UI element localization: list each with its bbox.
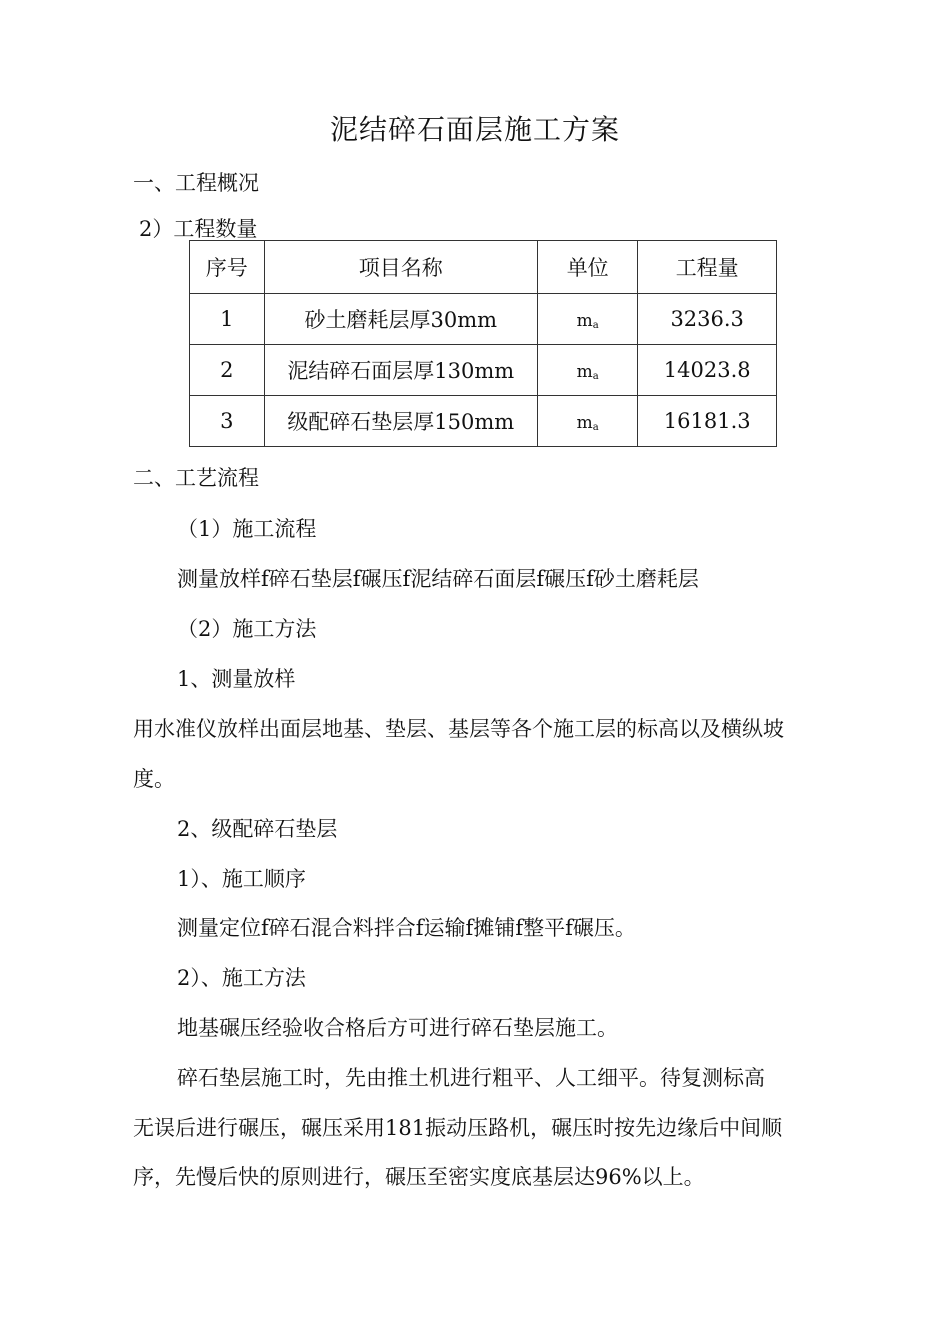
paragraph: 碎石垫层施工时，先由推土机进行粗平、人工细平。待复测标高	[177, 1066, 765, 1090]
column-header: 序号	[190, 241, 265, 294]
cell-name: 砂土磨耗层厚30mm	[264, 294, 537, 345]
cell-unit: $m_a$	[538, 345, 638, 396]
paragraph: 地基碾压经验收合格后方可进行碎石垫层施工。	[177, 1016, 618, 1040]
cell-no: 1	[190, 294, 265, 345]
section-heading-overview: 一、工程概况	[133, 171, 259, 195]
cell-unit: $m_a$	[538, 294, 638, 345]
document-title: 泥结碎石面层施工方案	[329, 113, 620, 146]
paragraph: 2、级配碎石垫层	[177, 817, 338, 841]
cell-no: 3	[190, 396, 265, 447]
table-header-row	[190, 241, 777, 294]
subheading-quantities: 2）工程数量	[139, 217, 258, 241]
column-header: 单位	[538, 241, 638, 294]
paragraph: 度。	[133, 767, 175, 791]
column-header: 工程量	[638, 241, 777, 294]
cell-qty: 14023.8	[638, 345, 777, 396]
section-heading-process: 二、工艺流程	[133, 466, 259, 490]
paragraph: 2）、施工方法	[177, 966, 306, 990]
paragraph: 测量定位f碎石混合料拌合f运输f摊铺f整平f碾压。	[177, 916, 636, 940]
paragraph: （1）施工流程	[177, 517, 317, 541]
cell-qty: 16181.3	[638, 396, 777, 447]
table-row	[190, 396, 777, 447]
paragraph: 用水准仪放样出面层地基、垫层、基层等各个施工层的标高以及横纵坡	[133, 717, 784, 741]
paragraph: 序，先慢后快的原则进行，碾压至密实度底基层达96%以上。	[133, 1165, 705, 1189]
paragraph: 测量放样f碎石垫层f碾压f泥结碎石面层f碾压f砂土磨耗层	[177, 567, 699, 591]
paragraph: 1、测量放样	[177, 667, 296, 691]
paragraph: 无误后进行碾压，碾压采用181振动压路机，碾压时按先边缘后中间顺	[133, 1116, 783, 1140]
cell-unit: $m_a$	[538, 396, 638, 447]
column-header: 项目名称	[264, 241, 537, 294]
table-row	[190, 294, 777, 345]
cell-no: 2	[190, 345, 265, 396]
paragraph: （2）施工方法	[177, 617, 317, 641]
cell-qty: 3236.3	[638, 294, 777, 345]
paragraph: 1）、施工顺序	[177, 867, 306, 891]
cell-name: 泥结碎石面层厚130mm	[264, 345, 537, 396]
quantity-table	[189, 240, 777, 447]
cell-name: 级配碎石垫层厚150mm	[264, 396, 537, 447]
table-row	[190, 345, 777, 396]
